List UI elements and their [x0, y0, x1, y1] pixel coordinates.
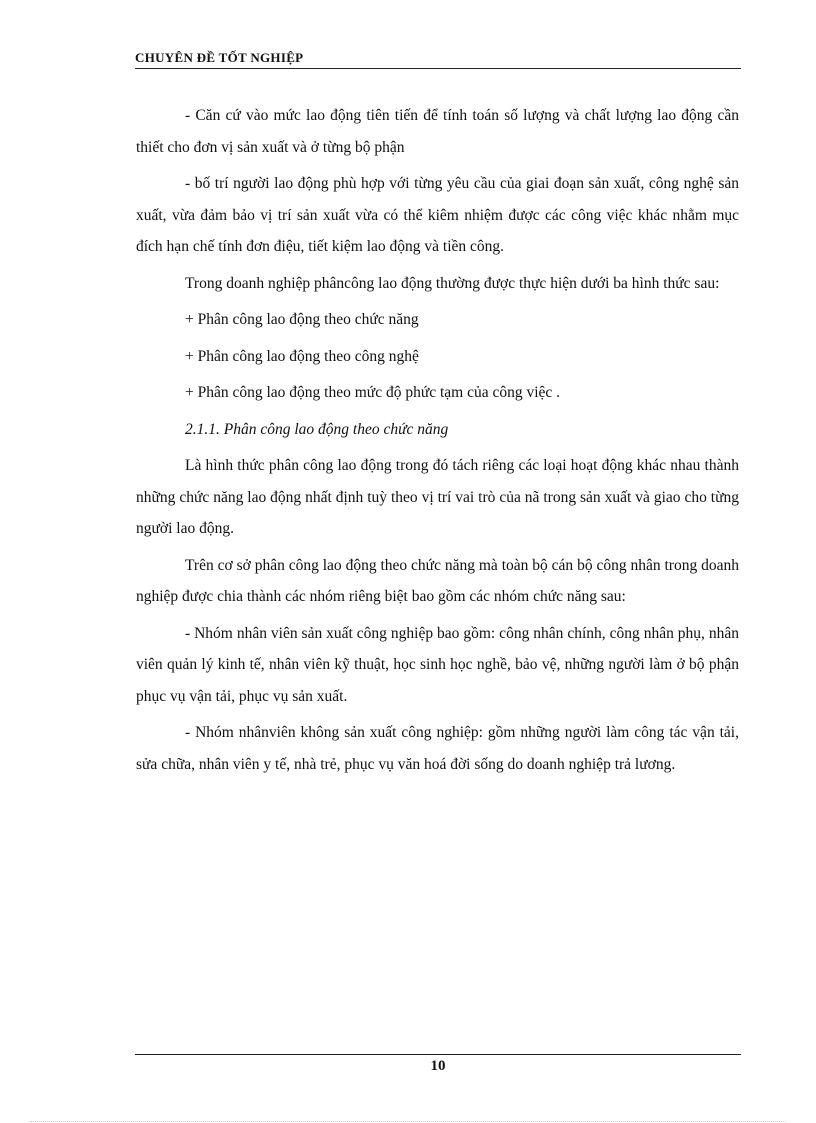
paragraph-1: - Căn cứ vào mức lao động tiên tiến để tính toán số lượng và chất lượng lao động cần thiết cho đơn vị sản xuất và ở từng bộ phận	[136, 107, 739, 156]
paragraph-2: - bố trí người lao động phù hợp với từng yêu cầu của giai đoạn sản xuất, công nghệ sản xuất, vừa đảm bảo vị trí sản xuất vừa có thể kiêm nhiệm được các công việc khác nhằm mục đích hạn chế tính đơn điệu, tiết kiệm lao động và tiền công.	[136, 175, 739, 255]
paragraph-definition: Là hình thức phân công lao động trong đó tách riêng các loại hoạt động khác nhau thành những chức năng lao động nhất định tuỳ theo vị trí vai trò của nã trong sản xuất và giao cho từng người lao động.	[136, 457, 739, 537]
section-heading: 2.1.1. Phân công lao động theo chức năng	[185, 420, 449, 438]
list-item-technology: + Phân công lao động theo công nghệ	[185, 347, 419, 365]
paragraph-groups-intro: Trên cơ sở phân công lao động theo chức năng mà toàn bộ cán bộ công nhân trong doanh nghiệp được chia thành các nhóm riêng biệt bao gồm các nhóm chức năng sau:	[136, 556, 739, 605]
page-number: 10	[430, 1058, 446, 1074]
header-divider	[135, 68, 741, 69]
list-item-function: + Phân công lao động theo chức năng	[185, 311, 419, 328]
footer-divider	[135, 1054, 741, 1055]
paragraph-nonproduction-group: - Nhóm nhânviên không sản xuất công nghiệp: gồm những người làm công tác vận tải, sửa chữa, nhân viên y tế, nhà trẻ, phục vụ văn hoá đời sống do doanh nghiệp trả lương.	[136, 724, 739, 773]
page-bottom-border	[30, 1121, 786, 1122]
paragraph-production-group: - Nhóm nhân viên sản xuất công nghiệp bao gồm: công nhân chính, công nhân phụ, nhân viên quản lý kinh tế, nhân viên kỹ thuật, học sinh học nghề, bảo vệ, những người làm ở bộ phận phục vụ vận tải, phục vụ sản xuất.	[136, 624, 739, 705]
list-item-complexity: + Phân công lao động theo mức độ phức tạm của công việc .	[185, 384, 561, 401]
document-header-title: CHUYÊN ĐỀ TỐT NGHIỆP	[135, 50, 304, 65]
document-body	[136, 100, 739, 785]
paragraph-3: Trong doanh nghiệp phâncông lao động thường được thực hiện dưới ba hình thức sau:	[185, 274, 720, 292]
